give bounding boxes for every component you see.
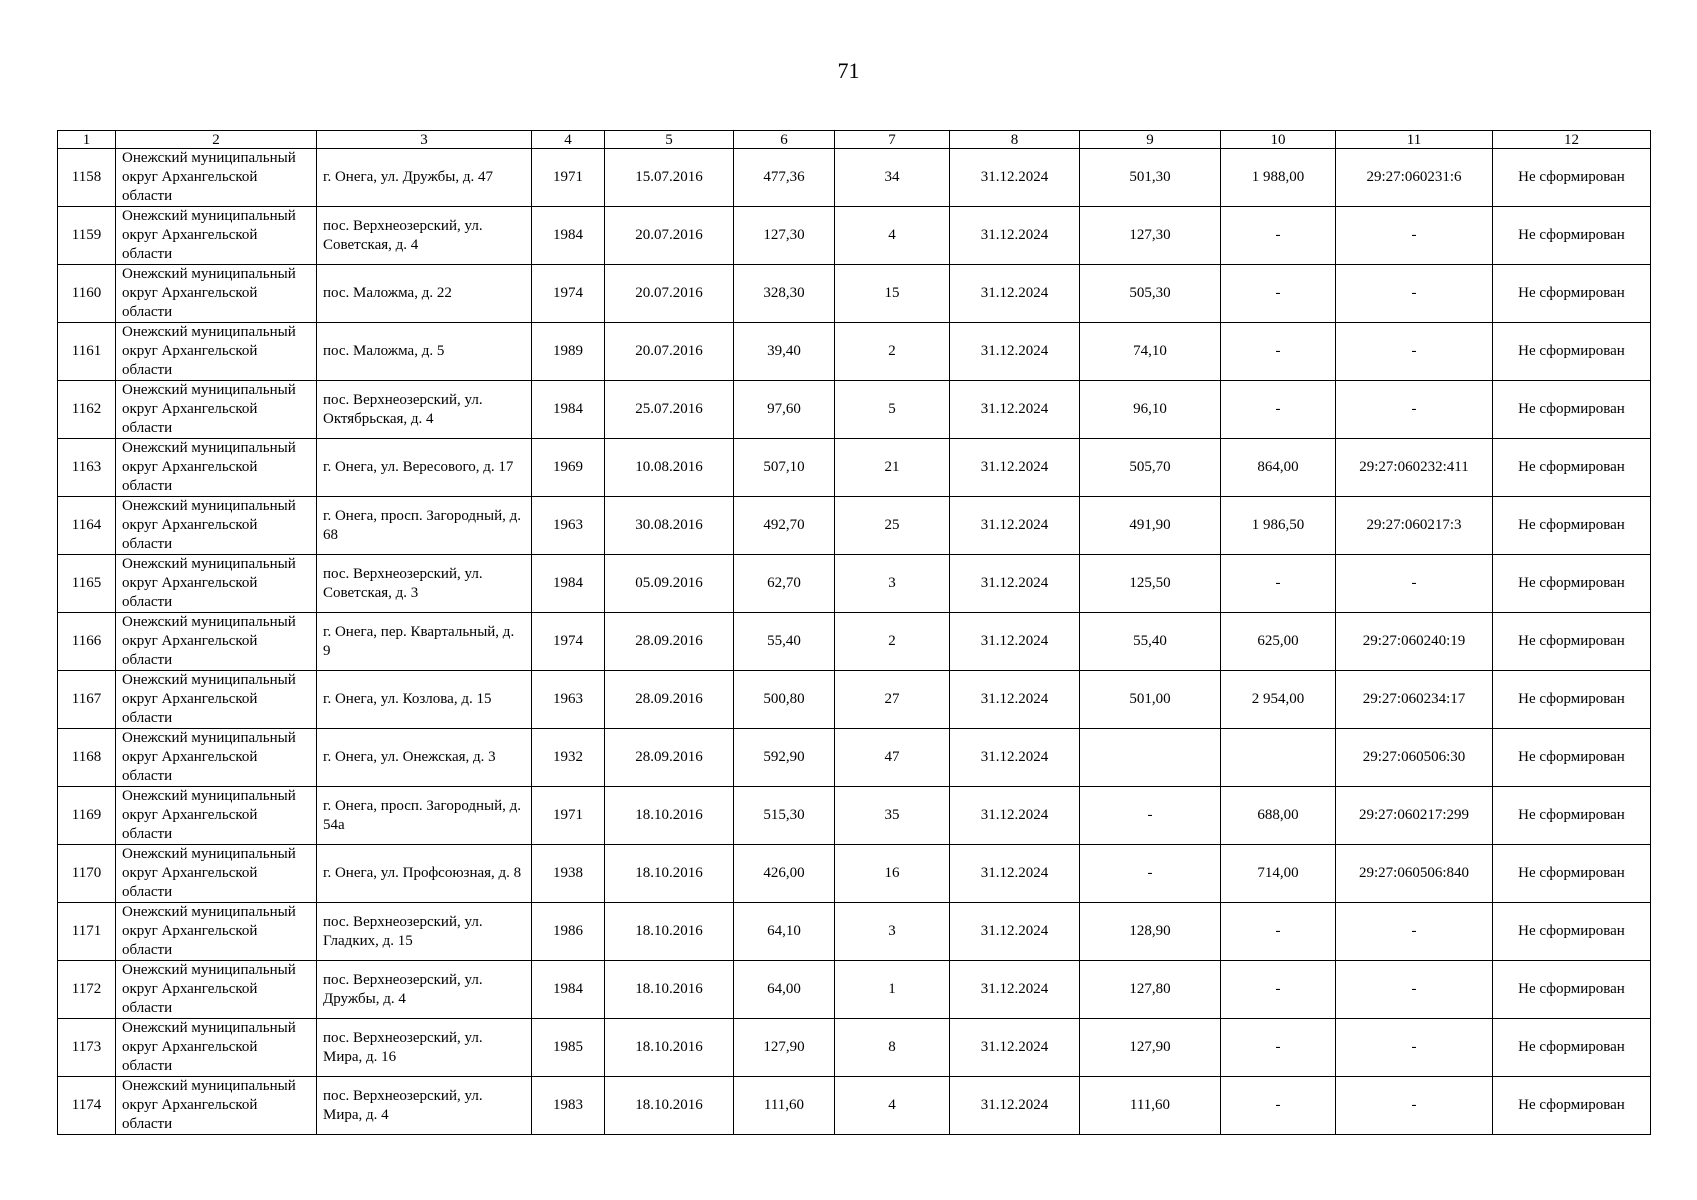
cell-deadline: 31.12.2024 [950,497,1080,555]
cell-municipality: Онежский муниципальный округ Архангельской области [116,845,317,903]
cell-area: 426,00 [734,845,835,903]
cell-cadastral-number: - [1336,961,1493,1019]
table-row [58,613,1651,671]
cell-living-area [1080,729,1221,787]
cell-living-area: 111,60 [1080,1077,1221,1135]
cell-land-area: 1 988,00 [1221,149,1336,207]
cell-area: 515,30 [734,787,835,845]
cell-living-area: 127,30 [1080,207,1221,265]
cell-status: Не сформирован [1493,729,1651,787]
cell-residents: 3 [835,555,950,613]
cell-cadastral-number: 29:27:060240:19 [1336,613,1493,671]
column-header-10: 10 [1221,131,1336,149]
cell-cadastral-number: 29:27:060217:299 [1336,787,1493,845]
cell-living-area: - [1080,845,1221,903]
cell-address: пос. Верхнеозерский, ул. Дружбы, д. 4 [317,961,532,1019]
cell-cadastral-number: 29:27:060234:17 [1336,671,1493,729]
cell-area: 64,00 [734,961,835,1019]
cell-area: 592,90 [734,729,835,787]
cell-year-built: 1983 [532,1077,605,1135]
cell-residents: 2 [835,613,950,671]
cell-deadline: 31.12.2024 [950,207,1080,265]
cell-cadastral-number: - [1336,265,1493,323]
cell-land-area: - [1221,207,1336,265]
cell-land-area: - [1221,323,1336,381]
cell-municipality: Онежский муниципальный округ Архангельской области [116,497,317,555]
cell-municipality: Онежский муниципальный округ Архангельской области [116,439,317,497]
cell-deadline: 31.12.2024 [950,149,1080,207]
cell-living-area: 55,40 [1080,613,1221,671]
cell-land-area [1221,729,1336,787]
cell-row-number: 1163 [58,439,116,497]
cell-land-area: - [1221,1077,1336,1135]
cell-year-built: 1985 [532,1019,605,1077]
cell-row-number: 1167 [58,671,116,729]
cell-year-built: 1984 [532,381,605,439]
cell-year-built: 1986 [532,903,605,961]
cell-deadline: 31.12.2024 [950,903,1080,961]
cell-cadastral-number: - [1336,1077,1493,1135]
cell-status: Не сформирован [1493,845,1651,903]
cell-municipality: Онежский муниципальный округ Архангельской области [116,149,317,207]
cell-cadastral-number: 29:27:060506:30 [1336,729,1493,787]
cell-date: 18.10.2016 [605,845,734,903]
cell-area: 39,40 [734,323,835,381]
cell-deadline: 31.12.2024 [950,1077,1080,1135]
cell-deadline: 31.12.2024 [950,787,1080,845]
cell-deadline: 31.12.2024 [950,729,1080,787]
cell-year-built: 1971 [532,149,605,207]
cell-year-built: 1974 [532,613,605,671]
cell-cadastral-number: - [1336,323,1493,381]
cell-address: г. Онега, просп. Загородный, д. 54а [317,787,532,845]
column-header-2: 2 [116,131,317,149]
housing-registry-table [57,130,1651,1135]
cell-date: 20.07.2016 [605,265,734,323]
column-header-9: 9 [1080,131,1221,149]
cell-residents: 16 [835,845,950,903]
column-header-11: 11 [1336,131,1493,149]
cell-row-number: 1170 [58,845,116,903]
cell-status: Не сформирован [1493,381,1651,439]
table-row [58,555,1651,613]
cell-row-number: 1162 [58,381,116,439]
cell-cadastral-number: - [1336,381,1493,439]
cell-date: 10.08.2016 [605,439,734,497]
cell-residents: 4 [835,1077,950,1135]
table-row [58,787,1651,845]
cell-residents: 4 [835,207,950,265]
cell-date: 30.08.2016 [605,497,734,555]
cell-municipality: Онежский муниципальный округ Архангельской области [116,323,317,381]
cell-status: Не сформирован [1493,323,1651,381]
cell-land-area: - [1221,265,1336,323]
cell-address: пос. Маложма, д. 5 [317,323,532,381]
cell-row-number: 1172 [58,961,116,1019]
cell-deadline: 31.12.2024 [950,555,1080,613]
cell-date: 18.10.2016 [605,1077,734,1135]
cell-municipality: Онежский муниципальный округ Архангельской области [116,613,317,671]
cell-area: 328,30 [734,265,835,323]
cell-year-built: 1963 [532,671,605,729]
cell-municipality: Онежский муниципальный округ Архангельской области [116,671,317,729]
cell-area: 64,10 [734,903,835,961]
cell-status: Не сформирован [1493,149,1651,207]
cell-year-built: 1974 [532,265,605,323]
table-row [58,961,1651,1019]
cell-date: 28.09.2016 [605,671,734,729]
cell-row-number: 1168 [58,729,116,787]
cell-residents: 25 [835,497,950,555]
cell-date: 18.10.2016 [605,787,734,845]
cell-address: г. Онега, ул. Профсоюзная, д. 8 [317,845,532,903]
cell-land-area: 714,00 [1221,845,1336,903]
cell-status: Не сформирован [1493,787,1651,845]
cell-area: 127,30 [734,207,835,265]
table-row [58,1077,1651,1135]
cell-living-area: 127,90 [1080,1019,1221,1077]
cell-status: Не сформирован [1493,671,1651,729]
cell-municipality: Онежский муниципальный округ Архангельской области [116,729,317,787]
table-row [58,1019,1651,1077]
cell-date: 18.10.2016 [605,961,734,1019]
cell-year-built: 1984 [532,961,605,1019]
cell-address: пос. Верхнеозерский, ул. Октябрьская, д. 4 [317,381,532,439]
cell-year-built: 1932 [532,729,605,787]
cell-status: Не сформирован [1493,555,1651,613]
table-row [58,323,1651,381]
cell-residents: 15 [835,265,950,323]
cell-municipality: Онежский муниципальный округ Архангельской области [116,1019,317,1077]
cell-cadastral-number: - [1336,1019,1493,1077]
cell-area: 492,70 [734,497,835,555]
cell-municipality: Онежский муниципальный округ Архангельской области [116,903,317,961]
cell-address: г. Онега, пер. Квартальный, д. 9 [317,613,532,671]
cell-status: Не сформирован [1493,961,1651,1019]
cell-deadline: 31.12.2024 [950,671,1080,729]
cell-land-area: - [1221,555,1336,613]
cell-living-area: - [1080,787,1221,845]
cell-land-area: - [1221,903,1336,961]
cell-municipality: Онежский муниципальный округ Архангельской области [116,265,317,323]
cell-address: пос. Верхнеозерский, ул. Советская, д. 3 [317,555,532,613]
cell-row-number: 1158 [58,149,116,207]
cell-row-number: 1169 [58,787,116,845]
cell-year-built: 1989 [532,323,605,381]
cell-deadline: 31.12.2024 [950,845,1080,903]
cell-area: 55,40 [734,613,835,671]
cell-row-number: 1173 [58,1019,116,1077]
column-header-6: 6 [734,131,835,149]
cell-address: г. Онега, ул. Вересового, д. 17 [317,439,532,497]
column-header-3: 3 [317,131,532,149]
table-row [58,671,1651,729]
cell-residents: 47 [835,729,950,787]
cell-residents: 35 [835,787,950,845]
cell-land-area: 1 986,50 [1221,497,1336,555]
cell-living-area: 96,10 [1080,381,1221,439]
cell-residents: 3 [835,903,950,961]
cell-status: Не сформирован [1493,207,1651,265]
cell-date: 28.09.2016 [605,613,734,671]
cell-status: Не сформирован [1493,613,1651,671]
cell-area: 507,10 [734,439,835,497]
cell-address: пос. Верхнеозерский, ул. Мира, д. 4 [317,1077,532,1135]
cell-status: Не сформирован [1493,1019,1651,1077]
cell-land-area: - [1221,961,1336,1019]
cell-land-area: - [1221,381,1336,439]
cell-year-built: 1984 [532,555,605,613]
cell-row-number: 1174 [58,1077,116,1135]
cell-living-area: 505,70 [1080,439,1221,497]
cell-address: г. Онега, ул. Дружбы, д. 47 [317,149,532,207]
cell-residents: 34 [835,149,950,207]
cell-date: 05.09.2016 [605,555,734,613]
cell-residents: 8 [835,1019,950,1077]
cell-year-built: 1969 [532,439,605,497]
table-row [58,729,1651,787]
cell-land-area: 2 954,00 [1221,671,1336,729]
cell-living-area: 491,90 [1080,497,1221,555]
table-row [58,497,1651,555]
cell-deadline: 31.12.2024 [950,265,1080,323]
column-header-4: 4 [532,131,605,149]
cell-date: 20.07.2016 [605,323,734,381]
cell-living-area: 125,50 [1080,555,1221,613]
cell-area: 97,60 [734,381,835,439]
cell-row-number: 1161 [58,323,116,381]
cell-cadastral-number: - [1336,207,1493,265]
cell-date: 25.07.2016 [605,381,734,439]
cell-deadline: 31.12.2024 [950,1019,1080,1077]
cell-address: пос. Верхнеозерский, ул. Гладких, д. 15 [317,903,532,961]
cell-municipality: Онежский муниципальный округ Архангельской области [116,961,317,1019]
cell-date: 20.07.2016 [605,207,734,265]
cell-area: 111,60 [734,1077,835,1135]
cell-living-area: 127,80 [1080,961,1221,1019]
table-row [58,265,1651,323]
cell-cadastral-number: 29:27:060232:411 [1336,439,1493,497]
cell-area: 62,70 [734,555,835,613]
table-row [58,149,1651,207]
cell-cadastral-number: 29:27:060506:840 [1336,845,1493,903]
header-row [58,131,1651,149]
cell-row-number: 1164 [58,497,116,555]
cell-area: 127,90 [734,1019,835,1077]
cell-residents: 21 [835,439,950,497]
cell-year-built: 1971 [532,787,605,845]
cell-row-number: 1165 [58,555,116,613]
cell-address: г. Онега, ул. Козлова, д. 15 [317,671,532,729]
cell-status: Не сформирован [1493,1077,1651,1135]
column-header-12: 12 [1493,131,1651,149]
cell-cadastral-number: - [1336,903,1493,961]
table-row [58,903,1651,961]
cell-deadline: 31.12.2024 [950,323,1080,381]
cell-living-area: 501,00 [1080,671,1221,729]
column-header-7: 7 [835,131,950,149]
column-header-5: 5 [605,131,734,149]
cell-residents: 5 [835,381,950,439]
cell-living-area: 74,10 [1080,323,1221,381]
cell-row-number: 1160 [58,265,116,323]
cell-row-number: 1166 [58,613,116,671]
table-row [58,207,1651,265]
column-header-1: 1 [58,131,116,149]
cell-municipality: Онежский муниципальный округ Архангельской области [116,1077,317,1135]
cell-cadastral-number: 29:27:060231:6 [1336,149,1493,207]
column-header-8: 8 [950,131,1080,149]
table-row [58,439,1651,497]
cell-cadastral-number: 29:27:060217:3 [1336,497,1493,555]
cell-year-built: 1984 [532,207,605,265]
cell-address: пос. Верхнеозерский, ул. Советская, д. 4 [317,207,532,265]
cell-deadline: 31.12.2024 [950,613,1080,671]
cell-residents: 1 [835,961,950,1019]
cell-living-area: 505,30 [1080,265,1221,323]
cell-land-area: 688,00 [1221,787,1336,845]
cell-row-number: 1171 [58,903,116,961]
cell-cadastral-number: - [1336,555,1493,613]
cell-status: Не сформирован [1493,497,1651,555]
cell-living-area: 128,90 [1080,903,1221,961]
cell-area: 500,80 [734,671,835,729]
cell-year-built: 1963 [532,497,605,555]
cell-address: г. Онега, ул. Онежская, д. 3 [317,729,532,787]
cell-living-area: 501,30 [1080,149,1221,207]
cell-date: 18.10.2016 [605,1019,734,1077]
cell-land-area: - [1221,1019,1336,1077]
cell-status: Не сформирован [1493,903,1651,961]
table-row [58,381,1651,439]
cell-deadline: 31.12.2024 [950,381,1080,439]
cell-year-built: 1938 [532,845,605,903]
cell-residents: 27 [835,671,950,729]
cell-address: пос. Маложма, д. 22 [317,265,532,323]
cell-address: пос. Верхнеозерский, ул. Мира, д. 16 [317,1019,532,1077]
cell-residents: 2 [835,323,950,381]
page-number: 71 [837,58,860,83]
cell-date: 28.09.2016 [605,729,734,787]
table-row [58,845,1651,903]
cell-status: Не сформирован [1493,265,1651,323]
cell-municipality: Онежский муниципальный округ Архангельской области [116,381,317,439]
cell-date: 18.10.2016 [605,903,734,961]
cell-row-number: 1159 [58,207,116,265]
cell-land-area: 864,00 [1221,439,1336,497]
cell-land-area: 625,00 [1221,613,1336,671]
cell-date: 15.07.2016 [605,149,734,207]
cell-deadline: 31.12.2024 [950,439,1080,497]
cell-status: Не сформирован [1493,439,1651,497]
cell-deadline: 31.12.2024 [950,961,1080,1019]
cell-municipality: Онежский муниципальный округ Архангельской области [116,207,317,265]
table-body [58,149,1651,1135]
cell-municipality: Онежский муниципальный округ Архангельской области [116,787,317,845]
cell-area: 477,36 [734,149,835,207]
cell-address: г. Онега, просп. Загородный, д. 68 [317,497,532,555]
cell-municipality: Онежский муниципальный округ Архангельской области [116,555,317,613]
